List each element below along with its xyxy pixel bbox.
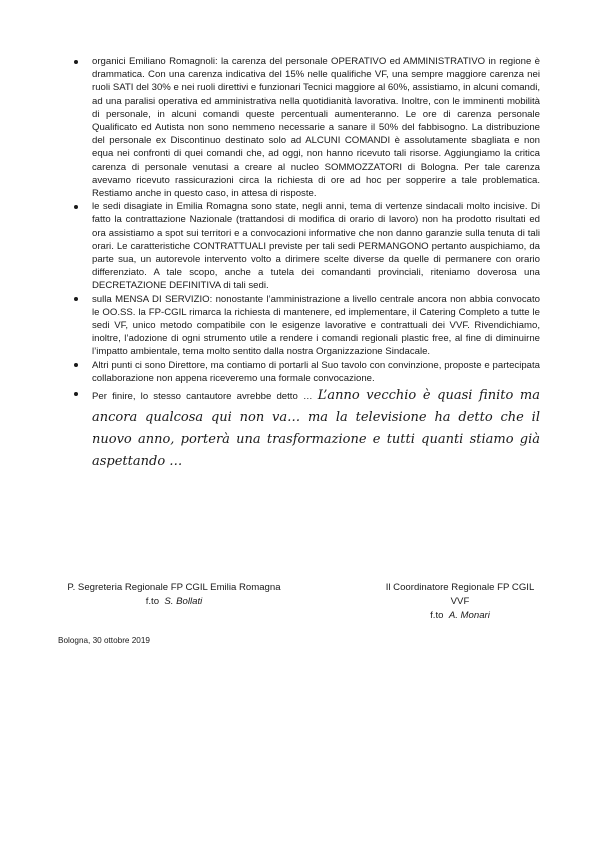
signature-title: Il Coordinatore Regionale FP CGIL VVF — [385, 582, 535, 607]
list-item — [58, 385, 540, 473]
bullet-icon — [74, 363, 78, 367]
signature-fto: f.to — [145, 596, 160, 607]
document-date: Bologna, 30 ottobre 2019 — [58, 636, 150, 645]
song-quote: L’anno vecchio è quasi finito ma ancora qualcosa qui non va… ma la televisione ha detto che il nuovo anno, porterà una trasformazione e tutti quanti stiamo già aspettando … — [92, 388, 540, 470]
closing-paragraph — [92, 385, 540, 473]
list-item — [58, 293, 540, 359]
list-item-text: organici Emiliano Romagnoli: la carenza del personale OPERATIVO ed AMMINISTRATIVO in regione è drammatica. Con una carenza indicativa del 15% nelle qualifiche VF, una sempre maggiore carenza nei ruoli SATI del 30% e nei ruoli direttivi e funzionari Tecnici maggiore al 60%, assistiamo, in alcuni comandi, ad una paralisi operativa ed amministrativa nella quotidianità lavorativa. Inoltre, con le imminenti mobilità di personale, in alcuni comandi queste percentuali aumenteranno. Le ore di carenza personale Qualificato ed Autista non sono nemmeno necessarie a sanare il 50% del fabbisogno. La distribuzione del personale ex Discontinuo destinato solo ad ALCUNI COMANDI è assolutamente sbagliata e non equa nei confronti di quei comandi che, ad oggi, non hanno ricevuto tali risorse. Aggiungiamo la critica carenza di personale venutasi a creare al nucleo SOMMOZZATORI di Bologna. Per tale carenza avevamo ricevuto rassicurazioni circa la richiesta di ore ad hoc per sopperire a tale problematica. Restiamo anche in questo caso, in attesa di risposte. — [92, 56, 540, 200]
bullet-icon — [74, 392, 78, 396]
list-item — [58, 55, 540, 200]
signature-block-right — [378, 581, 542, 623]
bullet-list — [58, 55, 540, 473]
signature-block-left — [58, 581, 290, 609]
signature-line — [58, 595, 290, 609]
list-item-text: Altri punti ci sono Direttore, ma contiamo di portarli al Suo tavolo con convinzione, proposte e partecipata collaborazione non appena riceveremo una formale convocazione. — [92, 359, 540, 384]
signature-name: A. Monari — [448, 610, 490, 621]
signature-fto: f.to — [430, 610, 444, 621]
bullet-icon — [74, 205, 78, 209]
bullet-icon — [74, 60, 78, 64]
list-item — [58, 359, 540, 385]
list-item-text: sulla MENSA DI SERVIZIO: nonostante l’amministrazione a livello centrale ancora non abbia convocato le OO.SS. la FP-CGIL rimarca la richiesta di mantenere, ed implementare, il Catering Completo a tutte le sedi VF, unico metodo compatibile con le esigenze lavorative e contrattuali dei VVF. Rivendichiamo, inoltre, l’adozione di ogni strumento utile a rendere i comandi regionali plastic free, al fine di diminuirne l’impatto ambientale, tema molto sentito dalla nostra Organizzazione Sindacale. — [92, 293, 540, 358]
signature-title: P. Segreteria Regionale FP CGIL Emilia Romagna — [67, 582, 281, 593]
signature-line — [378, 609, 542, 623]
list-item-text: Per finire, lo stesso cantautore avrebbe detto … — [92, 391, 318, 403]
bullet-icon — [74, 297, 78, 301]
list-item — [58, 200, 540, 292]
signature-name: S. Bollati — [164, 596, 203, 607]
list-item-text: le sedi disagiate in Emilia Romagna sono state, negli anni, tema di vertenze sindacali molto incisive. Di fatto la contrattazione Nazionale (trattandosi di modifica di orario di lavoro) non ha prodotto risultati ed ora assistiamo a spot sui territori e a convocazioni informative che non danno garanzie sulla tenuta di tali orari. Le caratteristiche CONTRATTUALI previste per tali sedi PERMANGONO pertanto auspichiamo, da parte sua, un autorevole intervento volto a dirimere scelte diverse da quelle di permanere con orario differenziato. A tale scopo, anche a tutela dei comandanti provinciali, riteniamo doverosa una DECRETAZIONE DEFINITIVA di tali sedi. — [92, 201, 540, 292]
